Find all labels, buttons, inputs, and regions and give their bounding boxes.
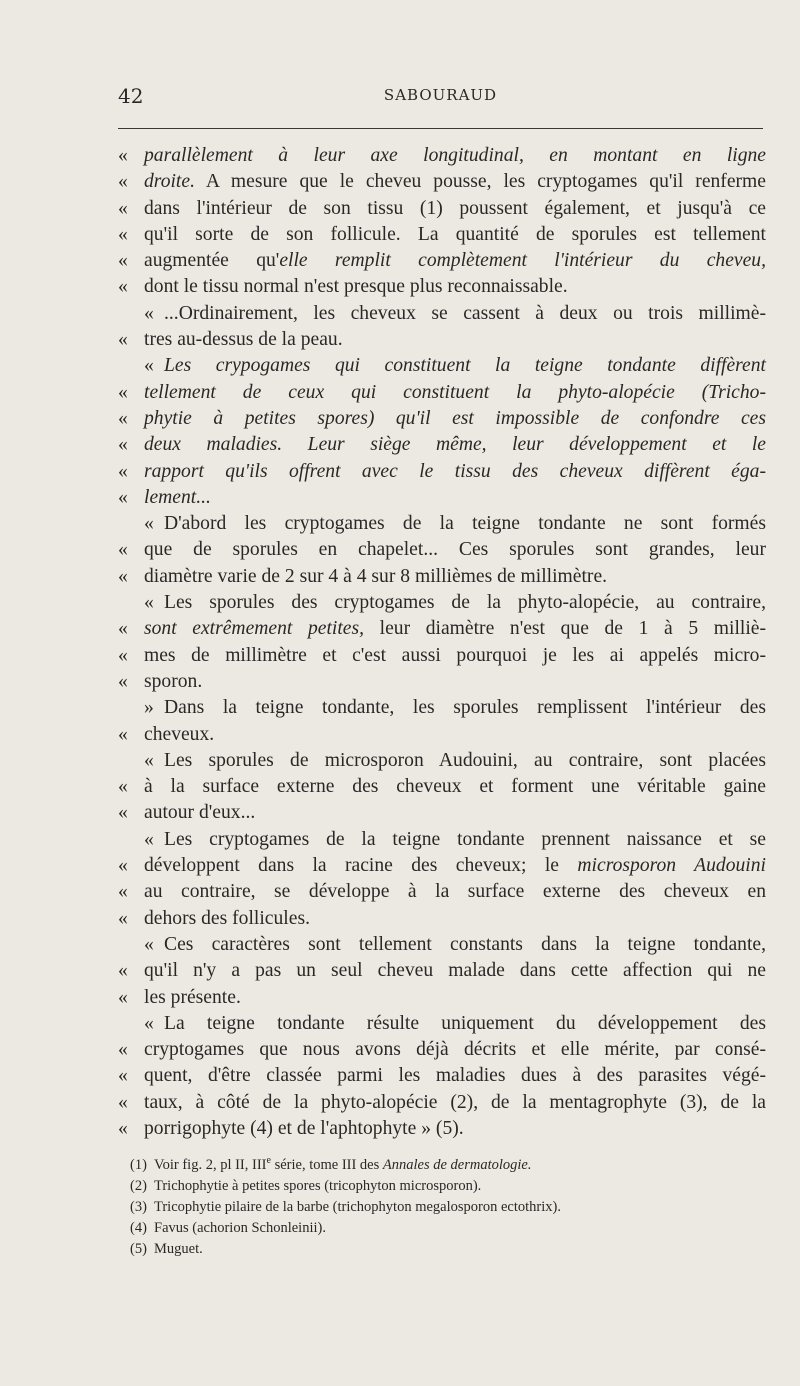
footnote-text: Trichophytie à petites spores (tricophyton microsporon). xyxy=(154,1177,482,1194)
text-line xyxy=(118,1116,766,1142)
line-text: cheveux. xyxy=(144,723,215,745)
footnote xyxy=(130,1218,760,1239)
text-line xyxy=(118,1011,766,1037)
quote-mark: « xyxy=(144,749,154,771)
line-text: Les cryptogames de la teigne tondante prennent naissance et se xyxy=(164,828,766,850)
quote-mark: « xyxy=(118,250,128,272)
text-line xyxy=(118,380,766,406)
text-line xyxy=(118,958,766,984)
text-line xyxy=(118,985,766,1011)
line-segment: elle remplit complètement l'intérieur du cheveu, xyxy=(279,250,767,272)
footnote-text: Tricophytie pilaire de la barbe (trichophyton megalosporon ectothrix). xyxy=(154,1198,561,1215)
text-line xyxy=(118,748,766,774)
quote-mark: « xyxy=(118,776,128,798)
quote-mark: « xyxy=(118,223,128,245)
footnote-text: e xyxy=(266,1155,271,1166)
line-text: Les crypogames qui constituent la teigne tondante diffèrent xyxy=(164,355,766,377)
line-text: cryptogames que nous avons déjà décrits et elle mérite, par consé- xyxy=(144,1039,766,1061)
text-line xyxy=(118,669,766,695)
quote-mark: « xyxy=(118,407,128,429)
line-text: quent, d'être classée parmi les maladies dues à des parasites végé- xyxy=(144,1065,766,1087)
line-text xyxy=(144,406,766,432)
line-text: Dans la teigne tondante, les sporules remplissent l'intérieur des xyxy=(164,697,766,719)
quote-mark: « xyxy=(118,434,128,456)
main-text xyxy=(118,143,766,1142)
line-segment: A mesure que le cheveu pousse, les cryptogames qu'il renferme xyxy=(194,171,766,193)
line-text: Les sporules des cryptogames de la phyto-alopécie, au contraire, xyxy=(164,592,766,614)
line-text: que de sporules en chapelet... Ces sporules sont grandes, leur xyxy=(144,539,766,561)
line-segment: phytie à petites spores) qu'il est impossible de confondre ces xyxy=(144,407,766,429)
text-line xyxy=(118,459,766,485)
text-line xyxy=(118,643,766,669)
running-title: SABOURAUD xyxy=(383,86,498,104)
footnote xyxy=(130,1150,760,1176)
text-line xyxy=(118,1063,766,1089)
footnote-number: (4) xyxy=(130,1219,147,1236)
text-line xyxy=(118,616,766,642)
text-line xyxy=(118,274,766,300)
line-text: autour d'eux... xyxy=(144,802,256,824)
text-line xyxy=(118,143,766,169)
line-text: porrigophyte (4) et de l'aphtophyte » (5). xyxy=(144,1117,464,1139)
text-line xyxy=(118,406,766,432)
line-segment: développent dans la racine des cheveux; le xyxy=(144,855,578,877)
quote-mark: « xyxy=(118,802,128,824)
quote-mark: « xyxy=(118,381,128,403)
footnotes xyxy=(130,1150,760,1260)
page-header xyxy=(118,84,763,116)
quote-mark: « xyxy=(118,145,128,166)
line-text xyxy=(144,853,766,879)
line-text: rapport qu'ils offrent avec le tissu des cheveux diffèrent éga- xyxy=(144,460,766,482)
quote-mark: « xyxy=(118,171,128,193)
text-line xyxy=(118,827,766,853)
quote-mark: « xyxy=(118,881,128,903)
quote-mark: « xyxy=(118,197,128,219)
footnote-text: Favus (achorion Schonleinii). xyxy=(154,1219,326,1236)
footnote-text: série, tome III des xyxy=(270,1156,383,1173)
line-segment: droite. xyxy=(144,171,195,193)
quote-mark: « xyxy=(118,723,128,745)
text-line xyxy=(118,1037,766,1063)
line-text xyxy=(144,616,766,642)
line-text: parallèlement à leur axe longitudinal, en montant en ligne xyxy=(144,145,766,166)
line-text: deux maladies. Leur siège même, leur développement et le xyxy=(144,434,766,456)
header-rule xyxy=(118,128,763,129)
text-line xyxy=(118,537,766,563)
quote-mark: « xyxy=(118,1117,128,1139)
quote-mark: « xyxy=(118,618,128,640)
line-text: tres au-dessus de la peau. xyxy=(144,329,343,351)
text-line xyxy=(118,695,766,721)
text-line xyxy=(118,722,766,748)
line-text: dans l'intérieur de son tissu (1) poussent également, et jusqu'à ce xyxy=(144,197,766,219)
quote-mark: « xyxy=(118,644,128,666)
line-text: qu'il sorte de son follicule. La quantité de sporules est tellement xyxy=(144,223,766,245)
quote-mark: « xyxy=(118,329,128,351)
quote-mark: « xyxy=(118,460,128,482)
text-line xyxy=(118,432,766,458)
text-line xyxy=(118,800,766,826)
quote-mark: « xyxy=(118,539,128,561)
text-line xyxy=(118,774,766,800)
line-text: tellement de ceux qui constituent la phyto-alopécie (Tricho- xyxy=(144,381,766,403)
text-line xyxy=(118,564,766,590)
quote-mark: « xyxy=(144,592,154,614)
footnote-number: (1) xyxy=(130,1156,147,1173)
line-text: mes de millimètre et c'est aussi pourquoi je les ai appelés micro- xyxy=(144,644,766,666)
line-text: D'abord les cryptogames de la teigne tondante ne sont formés xyxy=(164,513,766,535)
quote-mark: « xyxy=(118,1091,128,1113)
footnote-text: Annales de dermatologie. xyxy=(382,1156,532,1173)
quote-mark: « xyxy=(144,355,154,377)
quote-mark: « xyxy=(144,302,154,324)
footnote xyxy=(130,1176,760,1197)
text-line xyxy=(118,353,766,379)
footnote-number: (3) xyxy=(130,1198,147,1215)
footnote xyxy=(130,1239,760,1260)
line-text: Les sporules de microsporon Audouini, au contraire, sont placées xyxy=(164,749,766,771)
line-text xyxy=(144,169,766,195)
quote-mark: « xyxy=(118,907,128,929)
line-segment: sont extrêmement petites, xyxy=(144,618,365,640)
text-line xyxy=(118,248,766,274)
text-line xyxy=(118,222,766,248)
line-text: qu'il n'y a pas un seul cheveu malade dans cette affection qui ne xyxy=(144,960,766,982)
text-line xyxy=(118,511,766,537)
line-text: dehors des follicules. xyxy=(144,907,310,929)
line-text: La teigne tondante résulte uniquement du développement des xyxy=(164,1012,766,1034)
line-text: ...Ordinairement, les cheveux se cassent à deux ou trois millimè- xyxy=(164,302,766,324)
quote-mark: » xyxy=(144,697,154,719)
quote-mark: « xyxy=(144,828,154,850)
text-line xyxy=(118,879,766,905)
footnote-number: (5) xyxy=(130,1240,147,1257)
line-text: sporon. xyxy=(144,670,203,692)
quote-mark: « xyxy=(118,486,128,508)
line-segment: microsporon Audouini xyxy=(577,855,766,877)
quote-mark: « xyxy=(144,513,154,535)
line-segment: leur diamètre n'est que de 1 à 5 milliè- xyxy=(364,618,766,640)
footnote-text: Muguet. xyxy=(154,1240,203,1257)
quote-mark: « xyxy=(118,565,128,587)
quote-mark: « xyxy=(118,986,128,1008)
line-text: taux, à côté de la phyto-alopécie (2), de la mentagrophyte (3), de la xyxy=(144,1091,766,1113)
footnote xyxy=(130,1197,760,1218)
page-number: 42 xyxy=(118,84,144,108)
quote-mark: « xyxy=(118,855,128,877)
line-text: diamètre varie de 2 sur 4 à 4 sur 8 millièmes de millimètre. xyxy=(144,565,608,587)
text-line xyxy=(118,301,766,327)
quote-mark: « xyxy=(118,670,128,692)
text-line xyxy=(118,1090,766,1116)
line-text: dont le tissu normal n'est presque plus reconnaissable. xyxy=(144,276,568,298)
line-text: les présente. xyxy=(144,986,241,1008)
text-line xyxy=(118,196,766,222)
text-line xyxy=(118,485,766,511)
footnote-text: Voir fig. 2, pl II, III xyxy=(154,1156,267,1173)
text-line xyxy=(118,932,766,958)
text-line xyxy=(118,590,766,616)
text-line xyxy=(118,327,766,353)
quote-mark: « xyxy=(118,1065,128,1087)
quote-mark: « xyxy=(118,960,128,982)
text-line xyxy=(118,853,766,879)
quote-mark: « xyxy=(118,276,128,298)
text-line xyxy=(118,169,766,195)
line-text: lement... xyxy=(144,486,211,508)
line-text xyxy=(144,248,766,274)
line-text: au contraire, se développe à la surface externe des cheveux en xyxy=(144,881,766,903)
quote-mark: « xyxy=(144,1012,154,1034)
quote-mark: « xyxy=(118,1039,128,1061)
line-text: à la surface externe des cheveux et forment une véritable gaine xyxy=(144,776,766,798)
line-text: Ces caractères sont tellement constants dans la teigne tondante, xyxy=(164,933,766,955)
quote-mark: « xyxy=(144,933,154,955)
text-line xyxy=(118,906,766,932)
line-segment: augmentée qu' xyxy=(144,250,280,272)
footnote-number: (2) xyxy=(130,1177,147,1194)
